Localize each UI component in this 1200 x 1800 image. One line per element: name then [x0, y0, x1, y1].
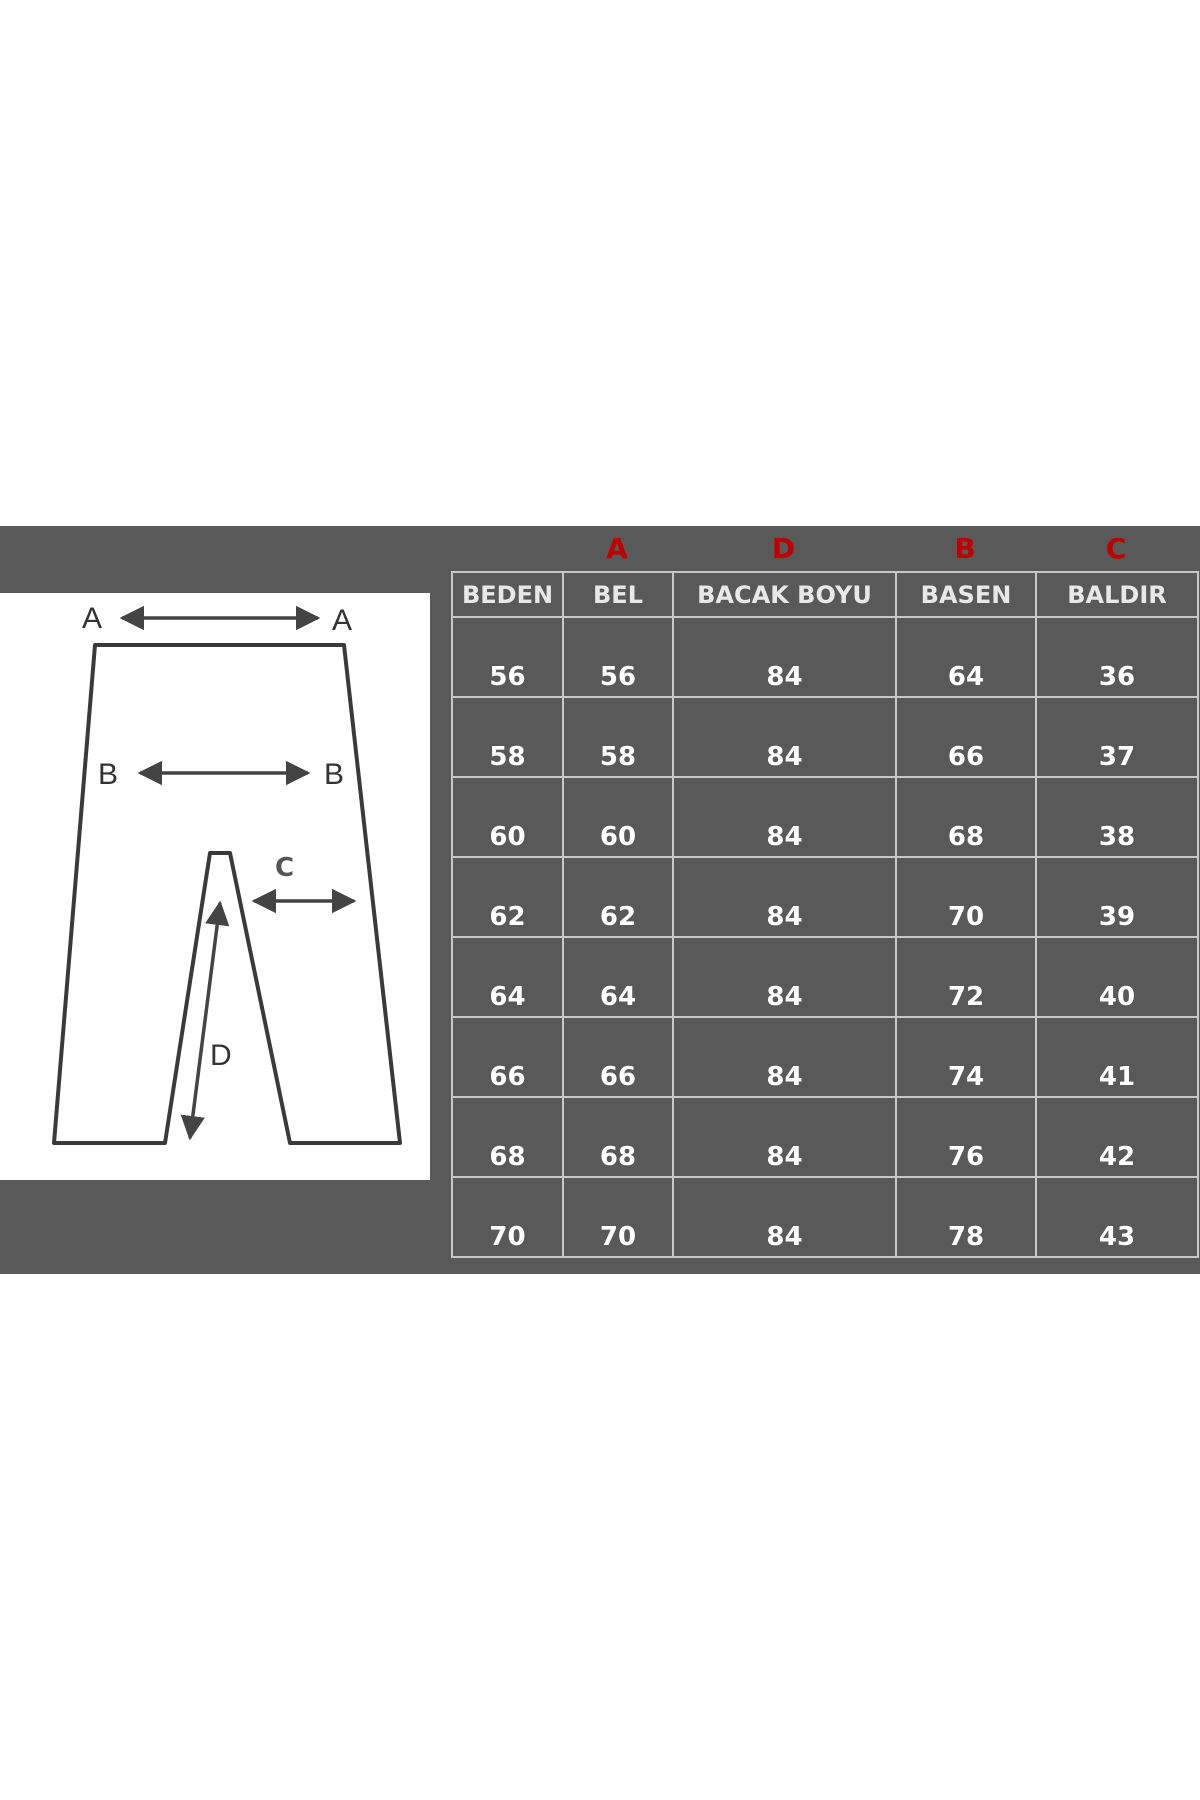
table-cell: 66 — [896, 697, 1036, 777]
trouser-outline-svg — [0, 593, 430, 1180]
header-baldir: BALDIR — [1036, 572, 1198, 617]
table-row — [452, 697, 1198, 777]
table-cell: 72 — [896, 937, 1036, 1017]
table-cell: 84 — [673, 697, 896, 777]
table-cell: 84 — [673, 1177, 896, 1257]
letter-a: A — [606, 532, 628, 565]
table-cell: 64 — [452, 937, 563, 1017]
table-cell: 84 — [673, 857, 896, 937]
table-cell: 66 — [452, 1017, 563, 1097]
table-row — [452, 1097, 1198, 1177]
table-cell: 84 — [673, 777, 896, 857]
table-cell: 76 — [896, 1097, 1036, 1177]
table-cell: 56 — [563, 617, 673, 697]
table-cell: 68 — [896, 777, 1036, 857]
header-beden: BEDEN — [452, 572, 563, 617]
table-row — [452, 937, 1198, 1017]
table-cell: 68 — [452, 1097, 563, 1177]
table-cell: 70 — [896, 857, 1036, 937]
table-cell: 64 — [563, 937, 673, 1017]
table-header-row — [452, 572, 1198, 617]
header-bacak-boyu: BACAK BOYU — [673, 572, 896, 617]
table-cell: 78 — [896, 1177, 1036, 1257]
header-basen: BASEN — [896, 572, 1036, 617]
table-cell: 60 — [563, 777, 673, 857]
table-row — [452, 617, 1198, 697]
table-row — [452, 857, 1198, 937]
label-c: C — [275, 853, 295, 883]
table-cell: 68 — [563, 1097, 673, 1177]
table-cell: 84 — [673, 1097, 896, 1177]
label-a-left: A — [82, 602, 103, 635]
table-cell: 84 — [673, 937, 896, 1017]
letter-b: B — [954, 532, 976, 565]
measurement-letter-row — [451, 526, 1200, 571]
label-b-left: B — [98, 758, 119, 791]
table-cell: 58 — [563, 697, 673, 777]
table-cell: 36 — [1036, 617, 1198, 697]
table-row — [452, 1177, 1198, 1257]
table-cell: 41 — [1036, 1017, 1198, 1097]
table-cell: 70 — [452, 1177, 563, 1257]
table-cell: 58 — [452, 697, 563, 777]
measure-arrow-d — [190, 903, 220, 1138]
table-cell: 66 — [563, 1017, 673, 1097]
table-cell: 70 — [563, 1177, 673, 1257]
table-cell: 60 — [452, 777, 563, 857]
table-cell: 42 — [1036, 1097, 1198, 1177]
table-cell: 43 — [1036, 1177, 1198, 1257]
size-table-area — [451, 526, 1200, 1274]
table-cell: 40 — [1036, 937, 1198, 1017]
table-row — [452, 777, 1198, 857]
table-cell: 84 — [673, 1017, 896, 1097]
letter-c: C — [1105, 532, 1127, 565]
table-cell: 39 — [1036, 857, 1198, 937]
table-cell: 84 — [673, 617, 896, 697]
table-cell: 62 — [563, 857, 673, 937]
table-cell: 74 — [896, 1017, 1036, 1097]
table-cell: 37 — [1036, 697, 1198, 777]
table-cell: 38 — [1036, 777, 1198, 857]
letter-d: D — [771, 532, 796, 565]
table-cell: 56 — [452, 617, 563, 697]
label-b-right: B — [324, 758, 345, 791]
label-d: D — [210, 1039, 232, 1072]
trouser-diagram — [0, 593, 430, 1180]
header-bel: BEL — [563, 572, 673, 617]
table-cell: 64 — [896, 617, 1036, 697]
table-cell: 62 — [452, 857, 563, 937]
label-a-right: A — [332, 604, 353, 637]
size-table — [451, 571, 1199, 1258]
table-row — [452, 1017, 1198, 1097]
